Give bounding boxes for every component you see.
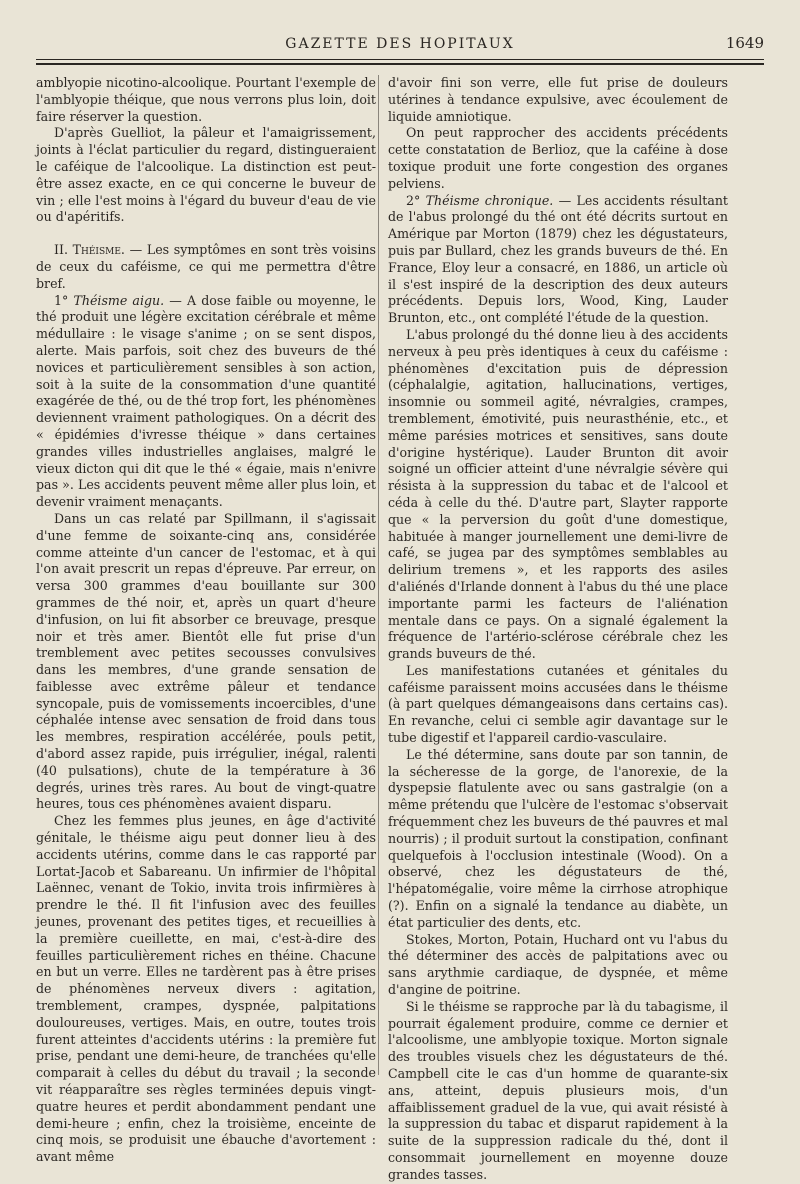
paragraph: amblyopie nicotino-alcoolique. Pourtant l'exemple de l'amblyopie théique, que nous verrons plus loin, doit faire réserver la question. <box>36 75 376 124</box>
section-theisme <box>36 242 376 292</box>
paragraph: Si le théisme se rapproche par là du tabagisme, il pourrait également produire, comme ce dernier et l'alcoolisme, une amblyopie toxique. Morton signale des troubles visuels chez les dégustateurs de thé. Campbell cite le cas d'un homme de quarante-six ans, atteint, depuis plusieurs mois, d'un affaiblissement graduel de la vue, qui avait résisté à la suppression du tabac et disparut rapidement à la suite de la suppression radicale du thé, dont il consommait journellement en moyenne douze grandes tasses. <box>388 998 728 1182</box>
left-column <box>36 75 376 1166</box>
subsection-title: Théisme aigu. <box>73 292 165 308</box>
column-divider <box>378 75 379 1075</box>
section-title: Théisme. <box>72 242 125 258</box>
subsection-number: 1° <box>54 292 69 308</box>
running-header: GAZETTE DES HOPITAUX <box>285 36 515 52</box>
page-number: 1649 <box>725 34 764 52</box>
subsection-theisme-chronique <box>388 193 728 327</box>
paragraph: Le thé détermine, sans doute par son tannin, de la sécheresse de la gorge, de l'anorexie, de la dyspepsie flatulente avec ou sans gastralgie (on a même prétendu que l'ulcère de l'estomac s'observait fréquemment chez les buveurs de thé pauvres et mal nourris) ; il produit surtout la constipation, confinant quelquefois à l'occlusion intestinale (Wood). On a observé, chez les dégustateurs de thé, l'hépatomégalie, voire même la cirrhose atrophique (?). Enfin on a signalé la tendance au diabète, un état particulier des dents, etc. <box>388 746 728 930</box>
paragraph: L'abus prolongé du thé donne lieu à des accidents nerveux à peu près identiques à ceux du caféisme : phénomènes d'excitation puis de dépression (céphalalgie, agitation, hallucinations, vertiges, insomnie ou sommeil agité, névralgies, crampes, tremblement, émotivité, puis neurasthénie, etc., et même parésies motrices et sensitives, sans doute d'origine hystérique). Lauder Brunton dit avoir soigné un officier atteint d'une névralgie sévère qui résista à la suppression du tabac et de l'alcool et céda à celle du thé. D'autre part, Slayter rapporte que « la perversion du goût d'une domestique, habituée à manger journellement une demi-livre de café, se jugea par des symptômes semblables au delirium tremens », et les rapports des asiles d'aliénés d'Irlande donnent à l'abus du thé une place importante parmi les facteurs de l'aliénation mentale dans ce pays. On a signalé également la fréquence de l'artério-sclérose cérébrale chez les grands buveurs de thé. <box>388 326 728 662</box>
subsection-theisme-aigu <box>36 293 376 511</box>
paragraph: D'après Guelliot, la pâleur et l'amaigrissement, joints à l'éclat particulier du regard, distingueraient le caféique de l'alcoolique. La distinction est peut-être assez exacte, en ce qui concerne le buveur de vin ; elle l'est moins à l'égard du buveur d'eau de vie ou d'apéritifs. <box>36 125 376 225</box>
subsection-number: 2° <box>406 192 421 208</box>
header-rule-thin <box>36 59 764 60</box>
paragraph: d'avoir fini son verre, elle fut prise de douleurs utérines à tendance expulsive, avec écoulement de liquide amniotique. <box>388 75 728 124</box>
section-text: — Les symptômes en sont très voisins de ceux du caféisme, ce qui me permettra d'être bref. <box>36 242 376 291</box>
paragraph: Dans un cas relaté par Spillmann, il s'agissait d'une femme de soixante-cinq ans, considérée comme atteinte d'un cancer de l'estomac, et à qui l'on avait prescrit un repas d'épreuve. Par erreur, on versa 300 grammes d'eau bouillante sur 300 grammes de thé noir, et, après un quart d'heure d'infusion, on lui fit absorber ce breuvage, presque noir et très amer. Bientôt elle fut prise d'un tremblement avec petites secousses convulsives dans les membres, d'une grande sensation de faiblesse avec extrême pâleur et tendance syncopale, puis de vomissements incoercibles, d'une céphalée intense avec sensation de froid dans tous les membres, respiration accélérée, pouls petit, d'abord assez rapide, puis irrégulier, inégal, ralenti (40 pulsations), chute de la température à 36 degrés, urines très rares. Au bout de vingt-quatre heures, tous ces phénomènes avaient disparu. <box>36 510 376 812</box>
section-number: II. <box>54 242 68 258</box>
paragraph: Chez les femmes plus jeunes, en âge d'activité génitale, le théisme aigu peut donner lieu à des accidents utérins, comme dans le cas rapporté par Lortat-Jacob et Sabareanu. Un infirmier de l'hôpital Laënnec, venant de Tokio, invita trois infirmières à prendre le thé. Il fit l'infusion avec des feuilles jeunes, provenant des petites tiges, et recueillies à la première cueillette, en mai, c'est-à-dire des feuilles particulièrement riches en théine. Chacune en but un verre. Elles ne tardèrent pas à être prises de phénomènes nerveux divers : agitation, tremblement, crampes, dyspnée, palpitations douloureuses, vertiges. Mais, en outre, toutes trois furent atteintes d'accidents utérins : la première fut prise, pendant une demi-heure, de tranchées qu'elle comparait à celles du début du travail ; la seconde vit réapparaître ses règles terminées depuis vingt-quatre heures et perdit abondamment pendant une demi-heure ; enfin, chez la troisième, enceinte de cinq mois, se produisit une ébauche d'avortement : avant même <box>36 813 376 1165</box>
paragraph: Les manifestations cutanées et génitales du caféisme paraissent moins accusées dans le théisme (à part quelques démangeaisons dans certains cas). En revanche, celui ci semble agir davantage sur le tube digestif et l'appareil cardio-vasculaire. <box>388 662 728 746</box>
header-rule-thick <box>36 63 764 65</box>
paragraph: On peut rapprocher des accidents précédents cette constatation de Berlioz, que la caféine à dose toxique produit une forte congestion des organes pelviens. <box>388 125 728 191</box>
paragraph: Stokes, Morton, Potain, Huchard ont vu l'abus du thé déterminer des accès de palpitations avec ou sans arythmie cardiaque, de dyspnée, et même d'angine de poitrine. <box>388 931 728 998</box>
right-column <box>388 75 728 1184</box>
subsection-text: — Les accidents résultant de l'abus prolongé du thé ont été décrits surtout en Amérique par Morton (1879) chez les dégustateurs, puis par Bullard, chez les grands buveurs de thé. En France, Eloy leur a consacré, en 1886, un article où il s'est inspiré de la description des deux auteurs précédents. Depuis lors, Wood, King, Lauder Brunton, etc., ont complété l'étude de la question. <box>388 192 728 326</box>
subsection-title: Théisme chronique. <box>425 192 554 208</box>
subsection-text: — A dose faible ou moyenne, le thé produit une légère excitation cérébrale et même médullaire : le visage s'anime ; on se sent dispos, alerte. Mais parfois, soit chez des buveurs de thé novices et particulièrement sensibles à son action, soit à la suite de la consommation d'une quantité exagérée de thé, ou de thé trop fort, les phénomènes deviennent vraiment pathologiques. On a décrit des « épidémies d'ivresse théique » dans certaines grandes villes industrielles anglaises, malgré le vieux dicton qui dit que le thé « égaie, mais n'enivre pas ». Les accidents peuvent même aller plus loin, et devenir vraiment menaçants. <box>36 292 376 510</box>
